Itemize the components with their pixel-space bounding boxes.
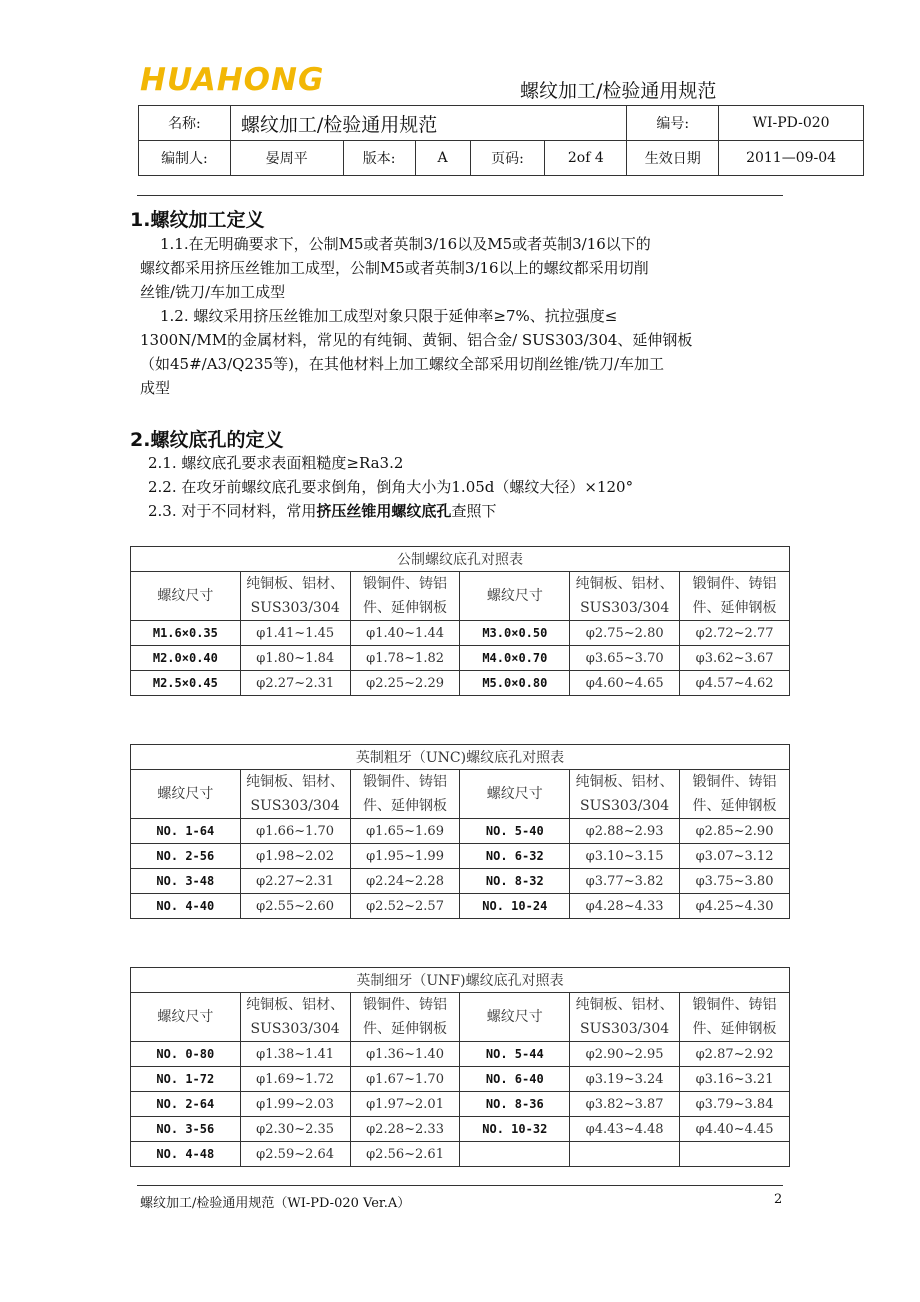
column-header: [570, 572, 680, 621]
hole-diameter-cell: φ2.27~2.31: [240, 671, 350, 696]
column-header-text: 螺纹尺寸: [486, 1009, 543, 1025]
section1-title: 1.螺纹加工定义: [130, 209, 265, 231]
table-row: [131, 1042, 790, 1067]
section1-p2-line2: 1300N/MM的金属材料，常见的有纯铜、黄铜、铝合金/ SUS303/304、延伸钢板: [140, 331, 693, 349]
hole-diameter-cell: φ4.57~4.62: [680, 671, 790, 696]
table-row: [131, 819, 790, 844]
column-header-text: 螺纹尺寸: [157, 786, 214, 802]
column-header: [680, 572, 790, 621]
hole-diameter-cell: φ4.28~4.33: [570, 894, 680, 919]
thread-size-cell: M1.6×0.35: [131, 621, 241, 646]
page-value: 2of 4: [545, 141, 627, 176]
section2-line3-d: 查照下: [451, 502, 497, 520]
hole-diameter-cell: φ1.98~2.02: [240, 844, 350, 869]
column-header-text: SUS303/304: [580, 1021, 670, 1037]
column-header: [350, 770, 460, 819]
hole-diameter-cell: φ3.19~3.24: [570, 1067, 680, 1092]
column-header-text: 纯铜板、铝材、: [575, 997, 674, 1013]
table-row: [131, 869, 790, 894]
column-header: [570, 993, 680, 1042]
section1-p2-line3: （如45#/A3/Q235等)，在其他材料上加工螺纹全部采用切削丝锥/铣刀/车加工: [140, 355, 665, 373]
hole-diameter-cell: φ1.38~1.41: [240, 1042, 350, 1067]
table-row: [131, 1142, 790, 1167]
hole-diameter-cell: φ4.40~4.45: [680, 1117, 790, 1142]
header-divider: [137, 195, 783, 196]
thread-size-cell: NO. 6-40: [460, 1067, 570, 1092]
metric-thread-table: [130, 546, 790, 696]
column-header: [131, 572, 241, 621]
section1-p2-line4: 成型: [140, 379, 171, 397]
column-header: [131, 993, 241, 1042]
thread-size-cell: NO. 4-48: [131, 1142, 241, 1167]
hole-diameter-cell: φ2.55~2.60: [240, 894, 350, 919]
thread-size-cell: [460, 1142, 570, 1167]
column-header-text: 件、延伸钢板: [363, 798, 448, 814]
hole-diameter-cell: φ2.52~2.57: [350, 894, 460, 919]
table-row: [131, 646, 790, 671]
hole-diameter-cell: φ2.90~2.95: [570, 1042, 680, 1067]
column-header: [350, 572, 460, 621]
table-row: [131, 1117, 790, 1142]
footer-doc-title: 螺纹加工/检验通用规范（WI-PD-020 Ver.A）: [140, 1196, 411, 1211]
column-header-text: 锻铜件、铸铝: [692, 997, 777, 1013]
name-label: 名称:: [139, 106, 231, 141]
column-header: [240, 572, 350, 621]
column-header-text: 螺纹尺寸: [486, 588, 543, 604]
hole-diameter-cell: φ1.41~1.45: [240, 621, 350, 646]
document-info-table: [138, 105, 864, 176]
hole-diameter-cell: φ1.40~1.44: [350, 621, 460, 646]
hole-diameter-cell: φ2.88~2.93: [570, 819, 680, 844]
hole-diameter-cell: φ1.97~2.01: [350, 1092, 460, 1117]
thread-size-cell: NO. 5-40: [460, 819, 570, 844]
hole-diameter-cell: φ2.28~2.33: [350, 1117, 460, 1142]
column-header-text: 锻铜件、铸铝: [363, 774, 448, 790]
thread-size-cell: NO. 2-64: [131, 1092, 241, 1117]
code-value: WI-PD-020: [719, 106, 864, 141]
section2-line3: [148, 499, 788, 523]
column-header-text: SUS303/304: [580, 600, 670, 616]
column-header-text: SUS303/304: [580, 798, 670, 814]
thread-size-cell: NO. 8-32: [460, 869, 570, 894]
column-header: [460, 993, 570, 1042]
hole-diameter-cell: φ1.78~1.82: [350, 646, 460, 671]
section2-body: [148, 451, 788, 523]
hole-diameter-cell: φ2.75~2.80: [570, 621, 680, 646]
column-header-text: 螺纹尺寸: [157, 588, 214, 604]
thread-size-cell: NO. 1-72: [131, 1067, 241, 1092]
column-header-text: 锻铜件、铸铝: [363, 576, 448, 592]
unf-thread-table: [130, 967, 790, 1167]
date-label: 生效日期: [627, 141, 719, 176]
thread-size-cell: M4.0×0.70: [460, 646, 570, 671]
column-header-text: 件、延伸钢板: [363, 600, 448, 616]
version-value: A: [415, 141, 470, 176]
section2-line1: 2.1. 螺纹底孔要求表面粗糙度≥Ra3.2: [148, 454, 404, 472]
column-header-text: SUS303/304: [250, 798, 340, 814]
column-header: [680, 770, 790, 819]
thread-size-cell: NO. 5-44: [460, 1042, 570, 1067]
table-row: [131, 844, 790, 869]
column-header: [460, 770, 570, 819]
column-header-text: 纯铜板、铝材、: [246, 576, 345, 592]
code-label: 编号:: [627, 106, 719, 141]
header-title: 螺纹加工/检验通用规范: [520, 80, 717, 102]
column-header-text: 件、延伸钢板: [692, 1021, 777, 1037]
hole-diameter-cell: φ1.95~1.99: [350, 844, 460, 869]
unc-thread-table: [130, 744, 790, 919]
hole-diameter-cell: φ1.67~1.70: [350, 1067, 460, 1092]
section2-line3-bold2: 螺纹底孔: [391, 502, 452, 520]
version-label: 版本:: [343, 141, 415, 176]
column-header-text: 件、延伸钢板: [363, 1021, 448, 1037]
hole-diameter-cell: φ2.87~2.92: [680, 1042, 790, 1067]
column-header-text: 锻铜件、铸铝: [692, 774, 777, 790]
hole-diameter-cell: φ1.99~2.03: [240, 1092, 350, 1117]
section1-body: [140, 232, 780, 400]
date-value: 2011—09-04: [719, 141, 864, 176]
hole-diameter-cell: φ1.66~1.70: [240, 819, 350, 844]
thread-size-cell: NO. 6-32: [460, 844, 570, 869]
section1-p1-line2: 螺纹都采用挤压丝锥加工成型，公制M5或者英制3/16以上的螺纹都采用切削: [140, 259, 649, 277]
thread-size-cell: M5.0×0.80: [460, 671, 570, 696]
column-header: [240, 770, 350, 819]
hole-diameter-cell: φ3.07~3.12: [680, 844, 790, 869]
hole-diameter-cell: φ3.16~3.21: [680, 1067, 790, 1092]
hole-diameter-cell: φ4.25~4.30: [680, 894, 790, 919]
thread-size-cell: M2.0×0.40: [131, 646, 241, 671]
thread-size-cell: NO. 1-64: [131, 819, 241, 844]
column-header-text: 件、延伸钢板: [692, 798, 777, 814]
hole-diameter-cell: [570, 1142, 680, 1167]
table-caption: 公制螺纹底孔对照表: [131, 547, 790, 572]
hole-diameter-cell: φ2.56~2.61: [350, 1142, 460, 1167]
hole-diameter-cell: φ4.43~4.48: [570, 1117, 680, 1142]
author-value: 晏周平: [230, 141, 343, 176]
hole-diameter-cell: φ3.82~3.87: [570, 1092, 680, 1117]
table-row: [131, 1092, 790, 1117]
column-header-text: 纯铜板、铝材、: [246, 997, 345, 1013]
section2-line3-bold1: 挤压丝锥用: [316, 502, 392, 520]
hole-diameter-cell: φ1.65~1.69: [350, 819, 460, 844]
table-row: [131, 1067, 790, 1092]
column-header-text: SUS303/304: [250, 600, 340, 616]
page-label: 页码:: [470, 141, 545, 176]
section2-line2: 2.2. 在攻牙前螺纹底孔要求倒角，倒角大小为1.05d（螺纹大径）×120°: [148, 478, 634, 496]
section2-line3-a: 2.3. 对于不同材料，常用: [148, 502, 317, 520]
hole-diameter-cell: [680, 1142, 790, 1167]
name-value: 螺纹加工/检验通用规范: [230, 106, 626, 141]
hole-diameter-cell: φ3.79~3.84: [680, 1092, 790, 1117]
hole-diameter-cell: φ3.65~3.70: [570, 646, 680, 671]
table-header-row: [131, 572, 790, 621]
table-caption: 英制细牙（UNF)螺纹底孔对照表: [131, 968, 790, 993]
column-header-text: 锻铜件、铸铝: [692, 576, 777, 592]
hole-diameter-cell: φ1.69~1.72: [240, 1067, 350, 1092]
table-header-row: [131, 993, 790, 1042]
thread-size-cell: NO. 10-32: [460, 1117, 570, 1142]
section2-title: 2.螺纹底孔的定义: [130, 429, 284, 451]
section1-p1-line3: 丝锥/铣刀/车加工成型: [140, 283, 286, 301]
hole-diameter-cell: φ1.36~1.40: [350, 1042, 460, 1067]
hole-diameter-cell: φ3.77~3.82: [570, 869, 680, 894]
table-header-row: [131, 770, 790, 819]
hole-diameter-cell: φ2.24~2.28: [350, 869, 460, 894]
column-header-text: 纯铜板、铝材、: [575, 774, 674, 790]
column-header-text: 件、延伸钢板: [692, 600, 777, 616]
hole-diameter-cell: φ2.30~2.35: [240, 1117, 350, 1142]
thread-size-cell: NO. 3-56: [131, 1117, 241, 1142]
company-logo: HUAHONG: [140, 62, 325, 98]
table-row: [131, 894, 790, 919]
hole-diameter-cell: φ2.27~2.31: [240, 869, 350, 894]
hole-diameter-cell: φ3.10~3.15: [570, 844, 680, 869]
column-header: [460, 572, 570, 621]
column-header: [350, 993, 460, 1042]
column-header: [570, 770, 680, 819]
column-header-text: 螺纹尺寸: [157, 1009, 214, 1025]
hole-diameter-cell: φ2.25~2.29: [350, 671, 460, 696]
thread-size-cell: NO. 3-48: [131, 869, 241, 894]
column-header: [680, 993, 790, 1042]
thread-size-cell: NO. 4-40: [131, 894, 241, 919]
section1-p2-line1: 1.2. 螺纹采用挤压丝锥加工成型对象只限于延伸率≥7%、抗拉强度≤: [160, 307, 618, 325]
author-label: 编制人:: [139, 141, 231, 176]
hole-diameter-cell: φ1.80~1.84: [240, 646, 350, 671]
section1-p1-line1: 1.1.在无明确要求下，公制M5或者英制3/16以及M5或者英制3/16以下的: [160, 235, 651, 253]
column-header-text: 纯铜板、铝材、: [575, 576, 674, 592]
column-header-text: 纯铜板、铝材、: [246, 774, 345, 790]
table-row: [131, 621, 790, 646]
hole-diameter-cell: φ2.59~2.64: [240, 1142, 350, 1167]
thread-size-cell: NO. 2-56: [131, 844, 241, 869]
hole-diameter-cell: φ4.60~4.65: [570, 671, 680, 696]
column-header-text: 螺纹尺寸: [486, 786, 543, 802]
column-header-text: SUS303/304: [250, 1021, 340, 1037]
thread-size-cell: M2.5×0.45: [131, 671, 241, 696]
footer-page-number: 2: [774, 1192, 783, 1207]
thread-size-cell: NO. 10-24: [460, 894, 570, 919]
table-caption: 英制粗牙（UNC)螺纹底孔对照表: [131, 745, 790, 770]
column-header-text: 锻铜件、铸铝: [363, 997, 448, 1013]
hole-diameter-cell: φ3.75~3.80: [680, 869, 790, 894]
footer-divider: [137, 1185, 783, 1186]
column-header: [131, 770, 241, 819]
thread-size-cell: NO. 0-80: [131, 1042, 241, 1067]
hole-diameter-cell: φ2.72~2.77: [680, 621, 790, 646]
column-header: [240, 993, 350, 1042]
hole-diameter-cell: φ3.62~3.67: [680, 646, 790, 671]
thread-size-cell: NO. 8-36: [460, 1092, 570, 1117]
table-row: [131, 671, 790, 696]
thread-size-cell: M3.0×0.50: [460, 621, 570, 646]
hole-diameter-cell: φ2.85~2.90: [680, 819, 790, 844]
